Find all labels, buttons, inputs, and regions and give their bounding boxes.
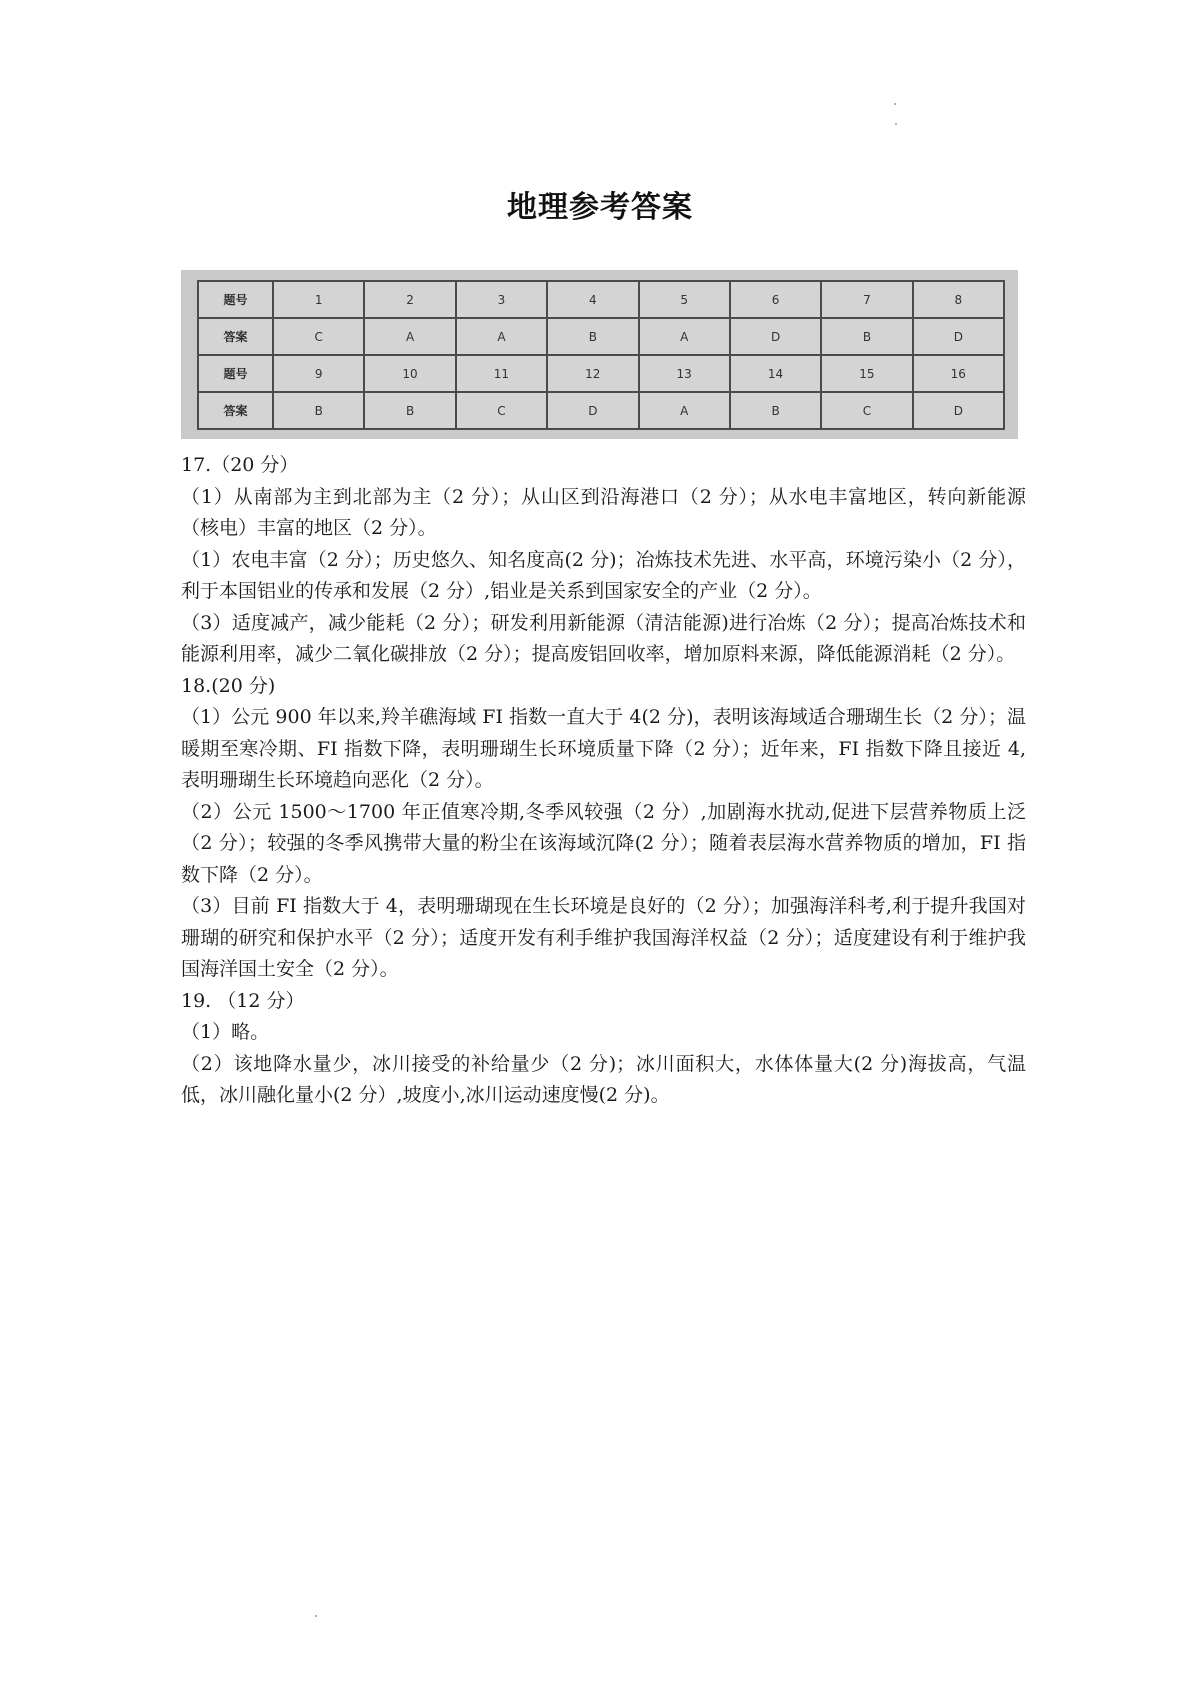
q18-part1: （1）公元 900 年以来,羚羊礁海域 FI 指数一直大于 4(2 分)，表明该海域适合珊瑚生长（2 分）；温暖期至寒冷期、FI 指数下降，表明珊瑚生长环境质量下降（2 分）；近年来，FI 指数下降且接近 4,表明珊瑚生长环境趋向恶化（2 分）。 (181, 706, 1026, 791)
table-cell: B (547, 318, 638, 355)
scan-speck (895, 123, 897, 125)
table-cell: 14 (730, 355, 821, 392)
table-cell: C (456, 392, 547, 429)
table-cell: B (821, 318, 912, 355)
table-row (198, 318, 1004, 355)
table-row-header: 题号 (198, 355, 273, 392)
q17-part2: （1）农电丰富（2 分）；历史悠久、知名度高(2 分)；冶炼技术先进、水平高，环境污染小（2 分），利于本国铝业的传承和发展（2 分）,铝业是关系到国家安全的产业（2 分）。 (181, 548, 1026, 602)
table-cell: 15 (821, 355, 912, 392)
table-cell: C (821, 392, 912, 429)
table-cell: 16 (913, 355, 1004, 392)
answer-table-scan (181, 270, 1018, 439)
table-cell: 13 (639, 355, 730, 392)
table-cell: 3 (456, 281, 547, 318)
table-cell: B (730, 392, 821, 429)
table-cell: 12 (547, 355, 638, 392)
table-row-header: 题号 (198, 281, 273, 318)
table-cell: D (547, 392, 638, 429)
table-cell: B (273, 392, 364, 429)
table-cell: 8 (913, 281, 1004, 318)
table-cell: A (639, 392, 730, 429)
q18-part3: （3）目前 FI 指数大于 4，表明珊瑚现在生长环境是良好的（2 分）；加强海洋科考,利于提升我国对珊瑚的研究和保护水平（2 分）；适度开发有利手维护我国海洋权益（2 分）；适度建设有利于维护我国海洋国土安全（2 分）。 (181, 895, 1026, 980)
q18-heading: 18.(20 分) (181, 674, 276, 697)
table-cell: D (730, 318, 821, 355)
table-cell: D (913, 318, 1004, 355)
table-cell: 7 (821, 281, 912, 318)
scan-speck (894, 103, 896, 105)
q19-part1: （1）略。 (181, 1021, 270, 1043)
table-cell: 9 (273, 355, 364, 392)
table-cell: 11 (456, 355, 547, 392)
table-row-header: 答案 (198, 318, 273, 355)
table-row (198, 355, 1004, 392)
table-cell: A (639, 318, 730, 355)
table-cell: B (364, 392, 455, 429)
q17-part3: （3）适度减产，减少能耗（2 分）；研发利用新能源（清洁能源)进行冶炼（2 分）；提高冶炼技术和能源利用率，减少二氧化碳排放（2 分）；提高废铝回收率，增加原料来源，降低能源消耗（2 分）。 (181, 611, 1026, 665)
table-row (198, 392, 1004, 429)
table-cell: D (913, 392, 1004, 429)
table-cell: 4 (547, 281, 638, 318)
answer-table (197, 280, 1005, 430)
table-row (198, 281, 1004, 318)
q19-part2: （2）该地降水量少，冰川接受的补给量少（2 分)；冰川面积大，水体体量大(2 分)海拔高，气温低，冰川融化量小(2 分）,坡度小,冰川运动速度慢(2 分)。 (181, 1052, 1026, 1106)
q19-heading: 19. （12 分） (181, 989, 305, 1012)
table-cell: 1 (273, 281, 364, 318)
table-cell: 6 (730, 281, 821, 318)
scan-speck (315, 1615, 317, 1617)
table-cell: C (273, 318, 364, 355)
answer-content (181, 450, 1026, 1112)
table-cell: 10 (364, 355, 455, 392)
table-cell: A (364, 318, 455, 355)
table-cell: 2 (364, 281, 455, 318)
q17-heading: 17.（20 分） (181, 454, 299, 476)
table-cell: A (456, 318, 547, 355)
q17-part1: （1）从南部为主到北部为主（2 分）；从山区到沿海港口（2 分）；从水电丰富地区，转向新能源（核电）丰富的地区（2 分）。 (181, 485, 1026, 539)
table-row-header: 答案 (198, 392, 273, 429)
q18-part2: （2）公元 1500～1700 年正值寒冷期,冬季风较强（2 分）,加剧海水扰动,促进下层营养物质上泛（2 分）；较强的冬季风携带大量的粉尘在该海域沉降(2 分）；随着表层海水营养物质的增加，FI 指数下降（2 分）。 (181, 800, 1026, 886)
table-cell: 5 (639, 281, 730, 318)
page-title: 地理参考答案 (507, 190, 693, 225)
